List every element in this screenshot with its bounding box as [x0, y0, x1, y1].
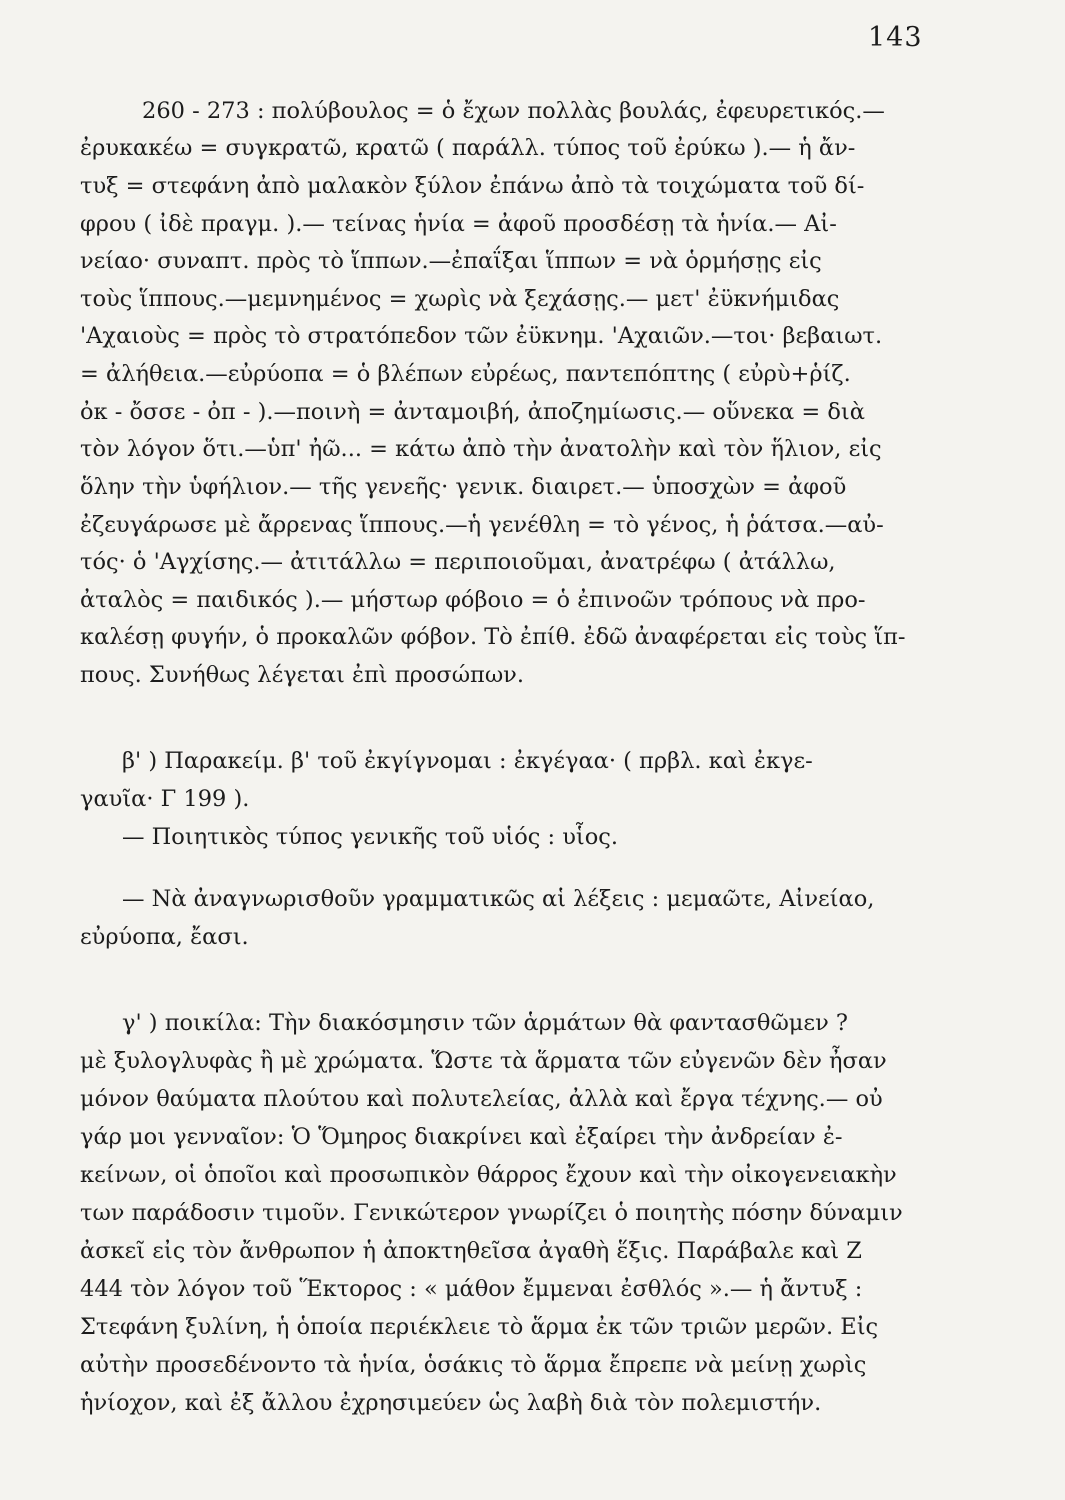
- text-line: νείαο· συναπτ. πρὸς τὸ ἵππων.—ἐπαΐξαι ἵππων = νὰ ὁρμήσῃς εἰς: [80, 248, 822, 274]
- text-line: μὲ ξυλογλυφὰς ἢ μὲ χρώματα. Ὥστε τὰ ἅρματα τῶν εὐγενῶν δὲν ἦσαν: [80, 1048, 887, 1074]
- text-line: ὀκ - ὄσσε - ὀπ - ).—ποινὴ = ἀνταμοιβή, ἀποζημίωσις.— οὕνεκα = διὰ: [80, 399, 865, 425]
- text-line: αὐτὴν προσεδένοντο τὰ ἡνία, ὁσάκις τὸ ἅρμα ἔπρεπε νὰ μείνῃ χωρὶς: [80, 1352, 867, 1378]
- text-line: κείνων, οἱ ὁποῖοι καὶ προσωπικὸν θάρρος ἔχουν καὶ τὴν οἰκογενειακὴν: [80, 1162, 897, 1188]
- text-line: εὐρύοπα, ἔασι.: [80, 924, 249, 950]
- text-line: — Ποιητικὸς τύπος γενικῆς τοῦ υἱός : υἷος.: [122, 824, 619, 850]
- text-line: γ' ) ποικίλα: Τὴν διακόσμησιν τῶν ἁρμάτων θὰ φαντασθῶμεν ?: [122, 1010, 848, 1036]
- text-line: 444 τὸν λόγον τοῦ Ἕκτορος : « μάθον ἔμμεναι ἐσθλός ».— ἡ ἄντυξ :: [80, 1276, 863, 1302]
- text-line: ἡνίοχον, καὶ ἐξ ἄλλου ἐχρησιμεύεν ὡς λαβὴ διὰ τὸν πολεμιστήν.: [80, 1390, 822, 1416]
- text-line: Στεφάνη ξυλίνη, ἡ ὁποία περιέκλειε τὸ ἅρμα ἐκ τῶν τριῶν μερῶν. Εἰς: [80, 1314, 879, 1340]
- text-line: γαυῖα· Γ 199 ).: [80, 786, 250, 812]
- text-line: ἐρυκακέω = συγκρατῶ, κρατῶ ( παράλλ. τύπος τοῦ ἐρύκω ).— ἡ ἄν-: [80, 135, 856, 161]
- text-line: καλέσῃ φυγήν, ὁ προκαλῶν φόβον. Τὸ ἐπίθ. ἐδῶ ἀναφέρεται εἰς τοὺς ἵπ-: [80, 624, 906, 650]
- text-line: = ἀλήθεια.—εὐρύοπα = ὁ βλέπων εὐρέως, παντεπόπτης ( εὐρὺ+ῥίζ.: [80, 361, 851, 387]
- text-line: τυξ = στεφάνη ἀπὸ μαλακὸν ξύλον ἐπάνω ἀπὸ τὰ τοιχώματα τοῦ δί-: [80, 173, 865, 199]
- page-number: 143: [868, 22, 923, 53]
- text-line: των παράδοσιν τιμοῦν. Γενικώτερον γνωρίζει ὁ ποιητὴς πόσην δύναμιν: [80, 1200, 903, 1226]
- text-line: μόνον θαύματα πλούτου καὶ πολυτελείας, ἀλλὰ καὶ ἔργα τέχνης.— οὐ: [80, 1086, 883, 1112]
- text-line: πους. Συνήθως λέγεται ἐπὶ προσώπων.: [80, 662, 525, 688]
- text-line: — Νὰ ἀναγνωρισθοῦν γραμματικῶς αἱ λέξεις : μεμαῶτε, Αἰνείαο,: [122, 886, 875, 912]
- text-line: β' ) Παρακείμ. β' τοῦ ἐκγίγνομαι : ἐκγέγαα· ( πρβλ. καὶ ἐκγε-: [122, 748, 813, 774]
- text-line: τοὺς ἵππους.—μεμνημένος = χωρὶς νὰ ξεχάσῃς.— μετ' ἐϋκνήμιδας: [80, 286, 840, 312]
- text-line: φρου ( ἰδὲ πραγμ. ).— τείνας ἡνία = ἀφοῦ προσδέσῃ τὰ ἡνία.— Αἰ-: [80, 211, 837, 237]
- text-line: τός· ὁ 'Αγχίσης.— ἀτιτάλλω = περιποιοῦμαι, ἀνατρέφω ( ἀτάλλω,: [80, 549, 836, 575]
- text-line: ἀταλὸς = παιδικός ).— μήστωρ φόβοιο = ὁ ἐπινοῶν τρόπους νὰ προ-: [80, 587, 866, 613]
- text-line: ἀσκεῖ εἰς τὸν ἄνθρωπον ἡ ἀποκτηθεῖσα ἀγαθὴ ἕξις. Παράβαλε καὶ Ζ: [80, 1238, 862, 1264]
- text-line: τὸν λόγον ὅτι.—ὑπ' ἠῶ... = κάτω ἀπὸ τὴν ἀνατολὴν καὶ τὸν ἥλιον, εἰς: [80, 436, 882, 462]
- text-line: 260 - 273 : πολύβουλος = ὁ ἔχων πολλὰς βουλάς, ἐφευρετικός.—: [142, 98, 885, 124]
- text-line: γάρ μοι γενναῖον: Ὁ Ὅμηρος διακρίνει καὶ ἐξαίρει τὴν ἀνδρείαν ἐ-: [80, 1124, 843, 1150]
- text-line: ἐζευγάρωσε μὲ ἄρρενας ἵππους.—ἡ γενέθλη = τὸ γένος, ἡ ῥάτσα.—αὐ-: [80, 512, 884, 538]
- text-line: 'Αχαιοὺς = πρὸς τὸ στρατόπεδον τῶν ἐϋκνημ. 'Αχαιῶν.—τοι· βεβαιωτ.: [80, 323, 883, 349]
- text-line: ὅλην τὴν ὑφήλιον.— τῆς γενεῆς· γενικ. διαιρετ.— ὑποσχὼν = ἀφοῦ: [80, 474, 847, 500]
